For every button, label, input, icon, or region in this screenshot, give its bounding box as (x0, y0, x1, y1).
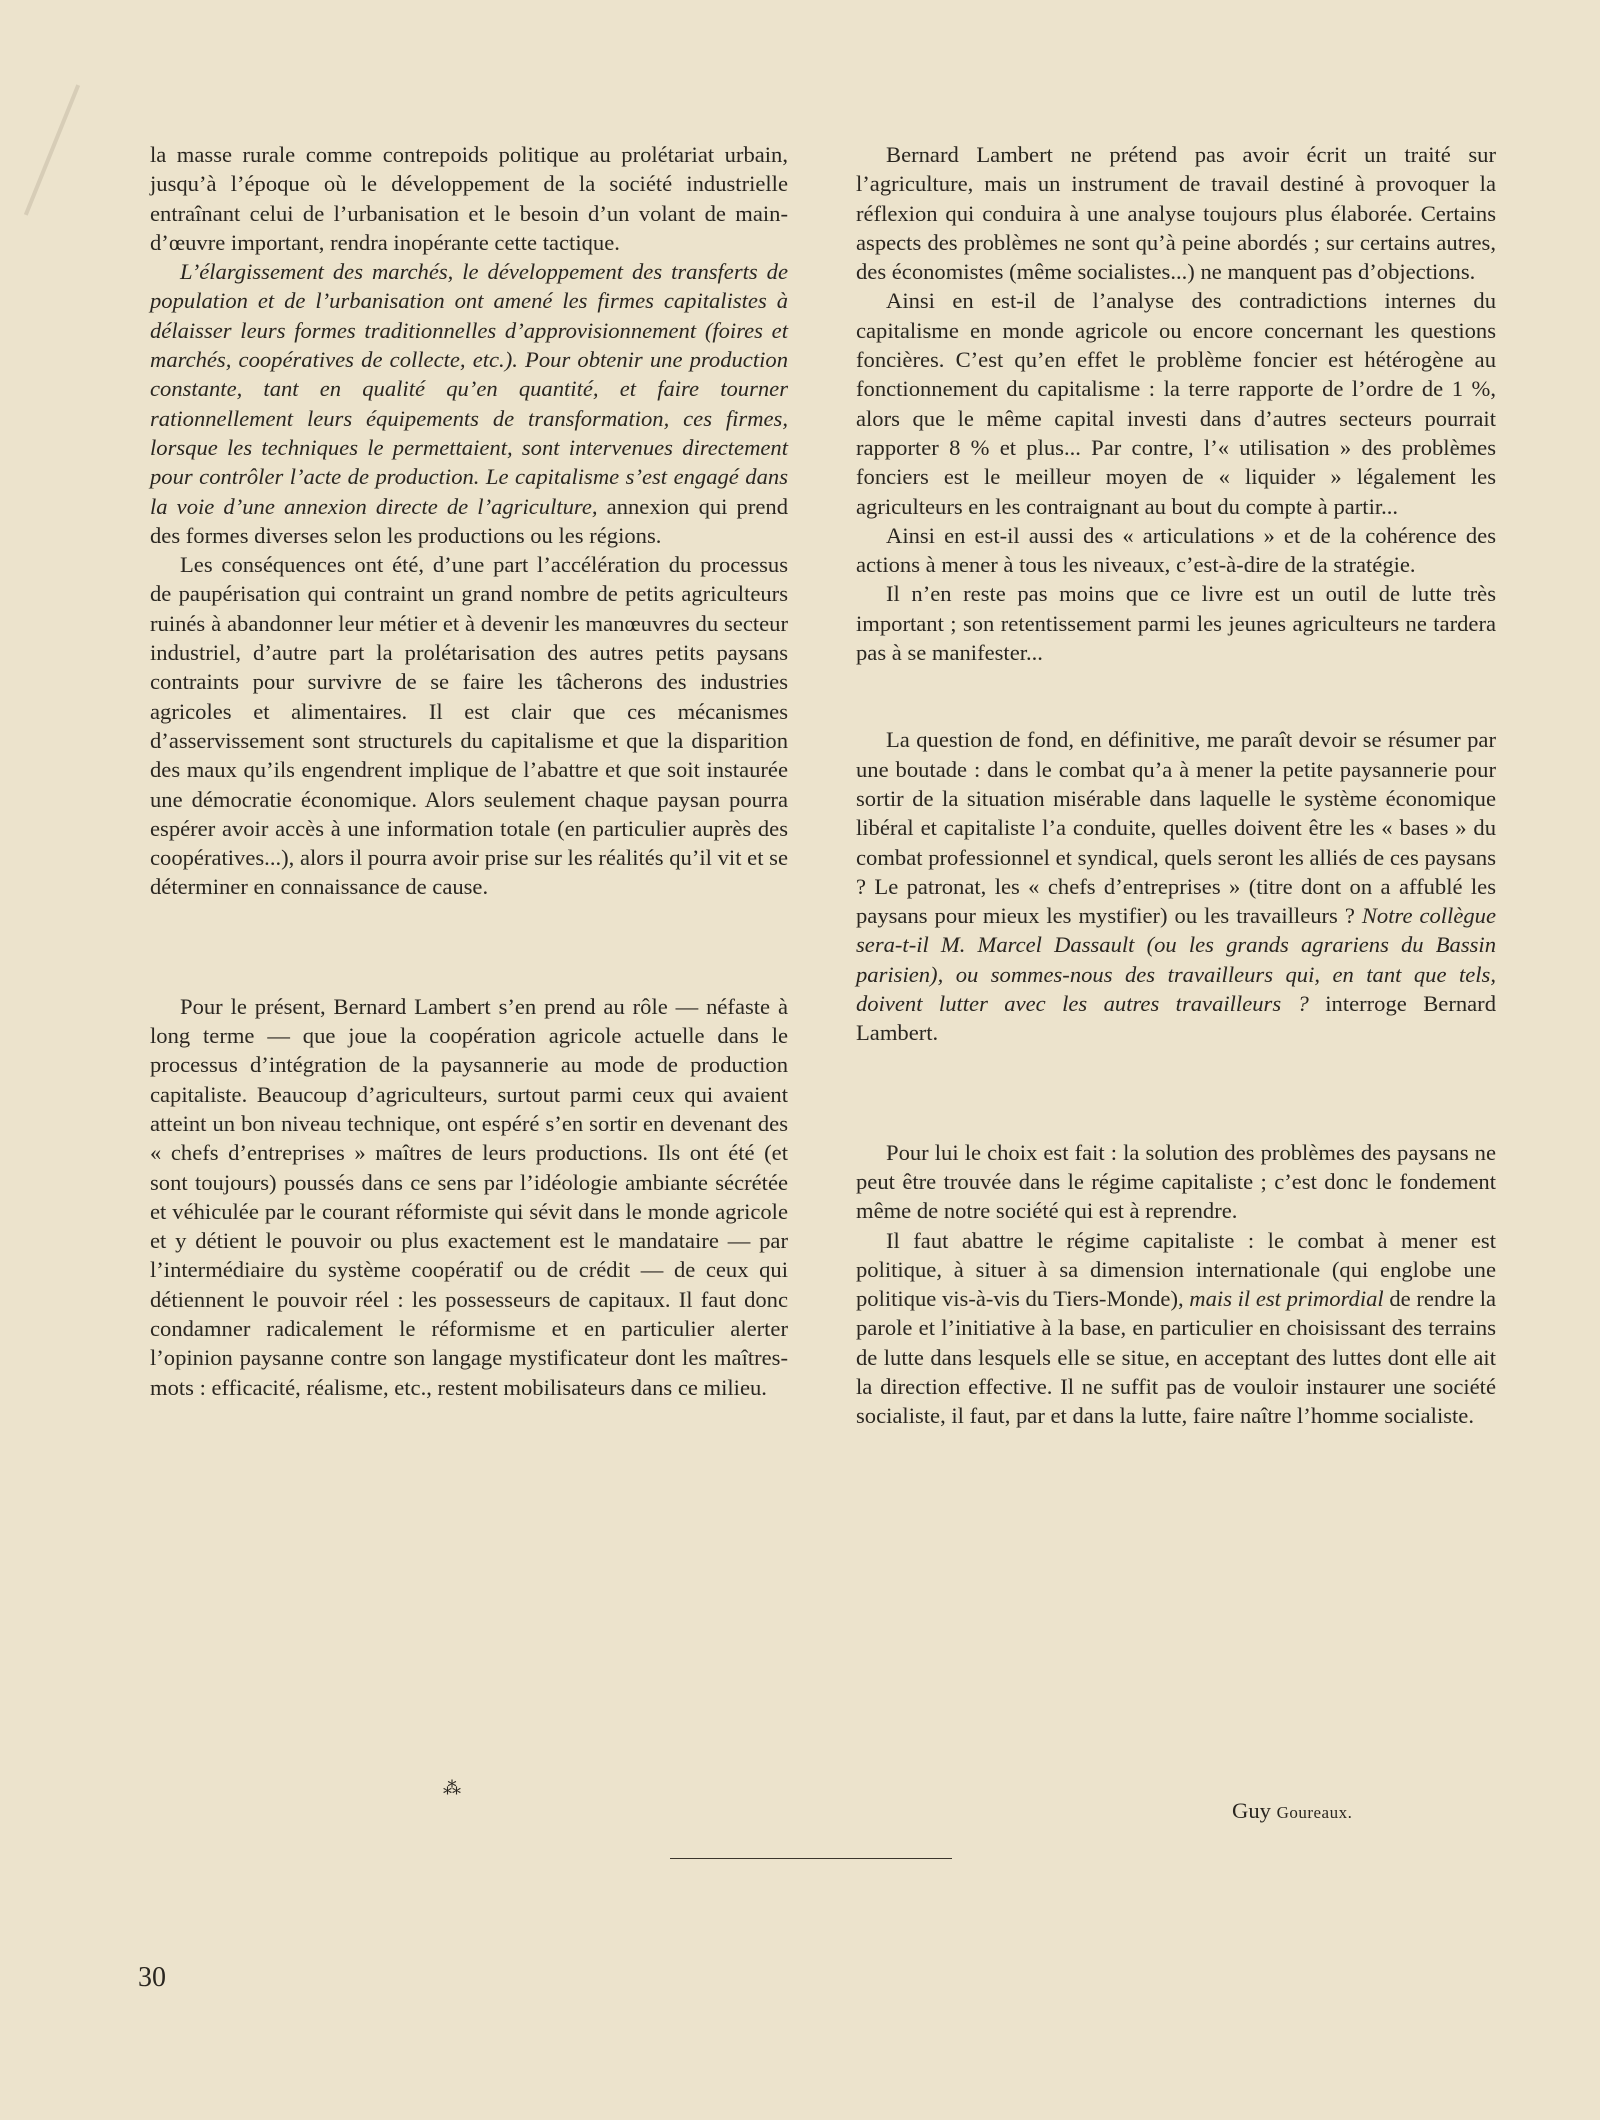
text: La question de fond, en définitive, me paraît devoir se résumer par une boutade : dans le combat qu’a à mener la petite paysannerie pour sortir de la situation misérable dans laquelle le système économique libéral et capitaliste l’a conduite, quelles doivent être les « bases » du combat professionnel et syndical, quels seront les alliés de ces paysans ? Le patronat, les « chefs d’entreprises » (titre dont on a affublé les paysans pour mieux les mystifier) ou les travailleurs ? (856, 727, 1496, 929)
paragraph: Il n’en reste pas moins que ce livre est un outil de lutte très important ; son retentissement parmi les jeunes agriculteurs ne tardera pas à se manifester... (856, 581, 1496, 666)
asterism-separator: ⁂ (443, 1778, 461, 1798)
section-gap (856, 1048, 1496, 1138)
paragraph: Bernard Lambert ne prétend pas avoir écrit un traité sur l’agriculture, mais un instrument de travail destiné à provoquer la réflexion qui conduira à une analyse toujours plus élaborée. Certains aspects des problèmes ne sont qu’à peine abordés ; sur certains autres, des économistes (même socialistes...) ne manquent pas d’objections. (856, 142, 1496, 285)
text: interroge Bernard Lambert. (856, 991, 1496, 1046)
paragraph: Ainsi en est-il aussi des « articulations » et de la cohérence des actions à mener à tous les niveaux, c’est-à-dire de la stratégie. (856, 522, 1496, 578)
paragraph (856, 1226, 1496, 1431)
author-last-name: Goureaux. (1276, 1803, 1353, 1822)
page-number: 30 (138, 1962, 166, 1993)
italic-text: Notre collègue sera-t-il M. Marcel Dassault (ou les grands agrariens du Bassin parisien), ou sommes-nous des travailleurs qui, en tant que tels, doivent lutter avec les autres travailleurs ? (856, 903, 1496, 1017)
paragraph: Pour le présent, Bernard Lambert s’en prend au rôle — néfaste à long terme — que joue la coopération agricole actuelle dans le processus d’intégration de la paysannerie au mode de production capitaliste. Beaucoup d’agriculteurs, surtout parmi ceux qui avaient atteint un bon niveau technique, ont espéré s’en sortir en devenant des « chefs d’entreprises » maîtres de leurs productions. Ils ont été (et sont toujours) poussés dans ce sens par l’idéologie ambiante sécrétée et véhiculée par le courant réformiste qui sévit dans le monde agricole et y détient le pouvoir ou plus exactement est le mandataire — par l’intermédiaire du système coopératif ou de crédit — de ceux qui détiennent le pouvoir réel : les possesseurs de capitaux. Il faut donc condamner radicalement le réformisme et en particulier alerter l’opinion paysanne contre son langage mystificateur dont les maîtres-mots : efficacité, réalisme, etc., restent mobilisateurs dans ce milieu. (150, 993, 788, 1400)
italic-text: mais il est primordial (1189, 1286, 1384, 1312)
right-column (856, 140, 1496, 1431)
text: annexion qui prend des formes diverses selon les productions ou les régions. (150, 493, 788, 548)
paragraph (856, 725, 1496, 1047)
footnote-rule (670, 1858, 952, 1859)
author-signature (1232, 1798, 1352, 1824)
section-gap (856, 667, 1496, 725)
author-first-name: Guy (1232, 1798, 1271, 1823)
left-column (150, 140, 788, 1402)
section-gap (150, 902, 788, 992)
paragraph: Ainsi en est-il de l’analyse des contradictions internes du capitalisme en monde agricole ou encore concernant les questions foncières. C’est qu’en effet le problème foncier est hétérogène au fonctionnement du capitalisme : la terre rapporte de l’ordre de 1 %, alors que le même capital investi dans d’autres secteurs pourrait rapporter 8 % et plus... Par contre, l’« utilisation » des problèmes fonciers est le meilleur moyen de « liquider » légalement les agriculteurs en les contraignant au bout du compte à partir... (856, 288, 1496, 519)
margin-pencil-mark (24, 84, 80, 215)
paragraph (150, 257, 788, 550)
paragraph: Pour lui le choix est fait : la solution des problèmes des paysans ne peut être trouvée dans le régime capitaliste ; c’est donc le fondement même de notre société qui est à reprendre. (856, 1139, 1496, 1224)
paragraph: Les conséquences ont été, d’une part l’accélération du processus de paupérisation qui contraint un grand nombre de petits agriculteurs ruinés à abandonner leur métier et à devenir les manœuvres du secteur industriel, d’autre part la prolétarisation des autres petits paysans contraints pour survivre de se faire les tâcherons des industries agricoles et alimentaires. Il est clair que ces mécanismes d’asservissement sont structurels du capitalisme et que la disparition des maux qu’ils engendrent implique de l’abattre et que soit instaurée une démocratie économique. Alors seulement chaque paysan pourra espérer avoir accès à une information totale (en particulier auprès des coopératives...), alors il pourra avoir prise sur les réalités qu’il vit et se déterminer en connaissance de cause. (150, 552, 788, 900)
text: Il faut abattre le régime capitaliste : le combat à mener est politique, à situer à sa dimension internationale (qui englobe une politique vis-à-vis du Tiers-Monde), (856, 1227, 1496, 1312)
italic-text: L’élargissement des marchés, le développement des transferts de population et de l’urbanisation ont amené les firmes capitalistes à délaisser leurs formes traditionnelles d’approvisionnement (foires et marchés, coopératives de collecte, etc.). Pour obtenir une production constante, tant en qualité qu’en quantité, et faire tourner rationnellement leurs équipements de transformation, ces firmes, lorsque les techniques le permettaient, sont intervenues directement pour contrôler l’acte de production. Le capitalisme s’est engagé dans la voie d’une annexion directe de l’agriculture, (150, 259, 788, 519)
paragraph: la masse rurale comme contrepoids politique au prolétariat urbain, jusqu’à l’époque où le développement de la société industrielle entraînant celui de l’urbanisation et le besoin d’un volant de main-d’œuvre important, rendra inopérante cette tactique. (150, 142, 788, 255)
text: de rendre la parole et l’initiative à la base, en particulier en choisissant des terrains de lutte dans lesquels elle se situe, en acceptant des luttes dont elle ait la direction effective. Il ne suffit pas de vouloir instaurer une société socialiste, il faut, par et dans la lutte, faire naître l’homme socialiste. (856, 1286, 1497, 1429)
